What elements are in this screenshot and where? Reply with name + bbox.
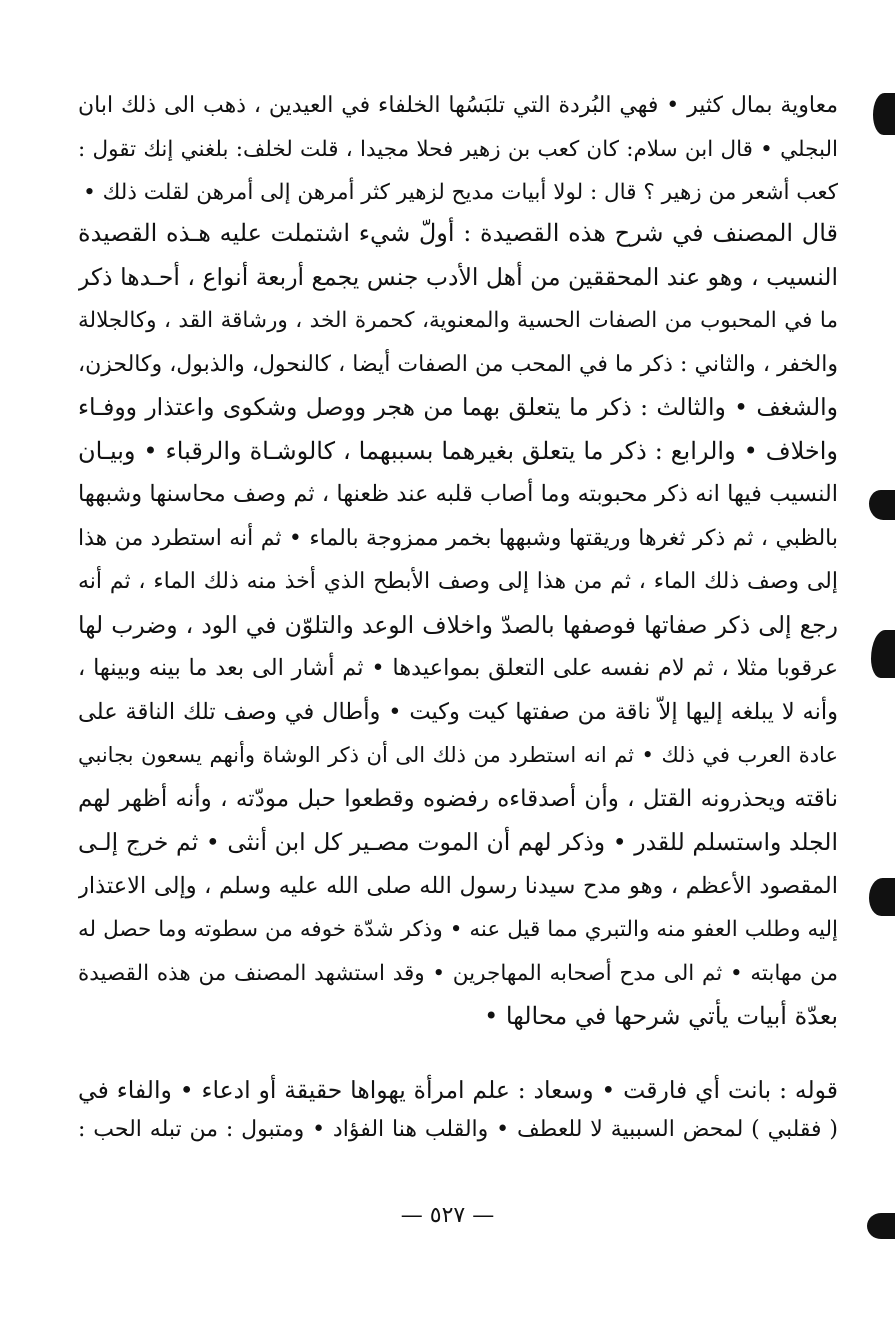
text-line: ما في المحبوب من الصفات الحسية والمعنوية، كحمرة الخد ، ورشاقة القد ، وكالجلالة <box>78 308 838 333</box>
text-line: واخلاف • والرابع : ذكر ما يتعلق بغيرهما بسببهما ، كالوشـاة والرقباء • وبيـان <box>78 436 838 465</box>
scan-edge-mark <box>869 490 895 520</box>
text-line: البجلي • قال ابن سلام: كان كعب بن زهير فحلا مجيدا ، قلت لخلف: بلغني إنك تقول : <box>78 136 838 162</box>
text-line: إليه وطلب العفو منه والتبري مما قيل عنه • وذكر شدّة خوفه من سطوته وما حصل له <box>78 917 838 942</box>
text-line: بعدّة أبيات يأتي شرحها في محالها • <box>484 1002 838 1030</box>
text-line: ناقته ويحذرونه القتل ، وأن أصدقاءه رفضوه وقطعوا حبل مودّته ، وأنه أظهر لهم <box>78 785 838 812</box>
paragraph-explanation <box>78 1070 838 1150</box>
text-line: ( فقلبي ) لمحض السببية لا للعطف • والقلب هنا الفؤاد • ومتبول : من تبله الحب : <box>78 1117 838 1142</box>
text-line: كعب أشعر من زهير ؟ قال : لولا أبيات مديح لزهير كثر أمرهن إلى أمرهن لقلت ذلك • <box>83 180 838 205</box>
scan-edge-mark <box>869 878 895 916</box>
text-line: إلى وصف ذلك الماء ، ثم من هذا إلى وصف الأبطح الذي أخذ منه ذلك الماء ، ثم أنه <box>78 569 838 594</box>
paragraph-intro <box>78 84 838 215</box>
scan-edge-mark <box>871 630 895 678</box>
text-line: معاوية بمال كثير • فهي البُردة التي تلبَسُها الخلفاء في العيدين ، ذهب الى ذلك ابان <box>78 93 838 118</box>
text-line: عرقوبا مثلا ، ثم لام نفسه على التعلق بمواعيدها • ثم أشار الى بعد ما بينه وبينها ، <box>78 655 838 681</box>
scan-edge-mark <box>867 1213 895 1239</box>
text-line: رجع إلى ذكر صفاتها فوصفها بالصدّ واخلاف الوعد والتلوّن في الود ، وضرب لها <box>78 610 838 639</box>
scan-edge-mark <box>873 93 895 135</box>
text-line: والخفر ، والثاني : ذكر ما في المحب من الصفات أيضا ، كالنحول، والذبول، وكالحزن، <box>78 351 838 377</box>
text-line: بالظبي ، ثم ذكر ثغرها وريقتها وشبهها بخمر ممزوجة بالماء • ثم أنه استطرد من هذا <box>78 525 838 551</box>
paragraph-commentary <box>78 212 838 1039</box>
text-line: والشغف • والثالث : ذكر ما يتعلق بهما من هجر ووصل وشكوى واعتذار ووفـاء <box>78 393 838 421</box>
text-line: من مهابته • ثم الى مدح أصحابه المهاجرين • وقد استشهد المصنف من هذه القصيدة <box>78 960 838 986</box>
text-line: الجلد واستسلم للقدر • وذكر لهم أن الموت مصـير كل ابن أنثى • ثم خرج إلـى <box>78 828 838 856</box>
page-number: — ٥٢٧ — <box>400 1203 495 1228</box>
text-line: المقصود الأعظم ، وهو مدح سيدنا رسول الله صلى الله عليه وسلم ، وإلى الاعتذار <box>78 872 838 899</box>
text-line: عادة العرب في ذلك • ثم انه استطرد من ذلك الى أن ذكر الوشاة وأنهم يسعون بجانبي <box>78 743 838 767</box>
text-line: وأنه لا يبلغه إليها إلاّ ناقة من صفتها كيت وكيت • وأطال في وصف تلك الناقة على <box>78 698 838 725</box>
text-line: قال المصنف في شرح هذه القصيدة : أولّ شيء اشتملت عليه هـذه القصيدة <box>78 219 838 247</box>
text-line: النسيب فيها انه ذكر محبوبته وما أصاب قلبه عند ظعنها ، ثم وصف محاسنها وشبهها <box>78 481 838 507</box>
text-line: النسيب ، وهو عند المحققين من أهل الأدب جنس يجمع أربعة أنواع ، أحـدها ذكر <box>78 262 838 291</box>
text-line: قوله : بانت أي فارقت • وسعاد : علم امرأة يهواها حقيقة أو ادعاء • والفاء في <box>78 1076 838 1104</box>
